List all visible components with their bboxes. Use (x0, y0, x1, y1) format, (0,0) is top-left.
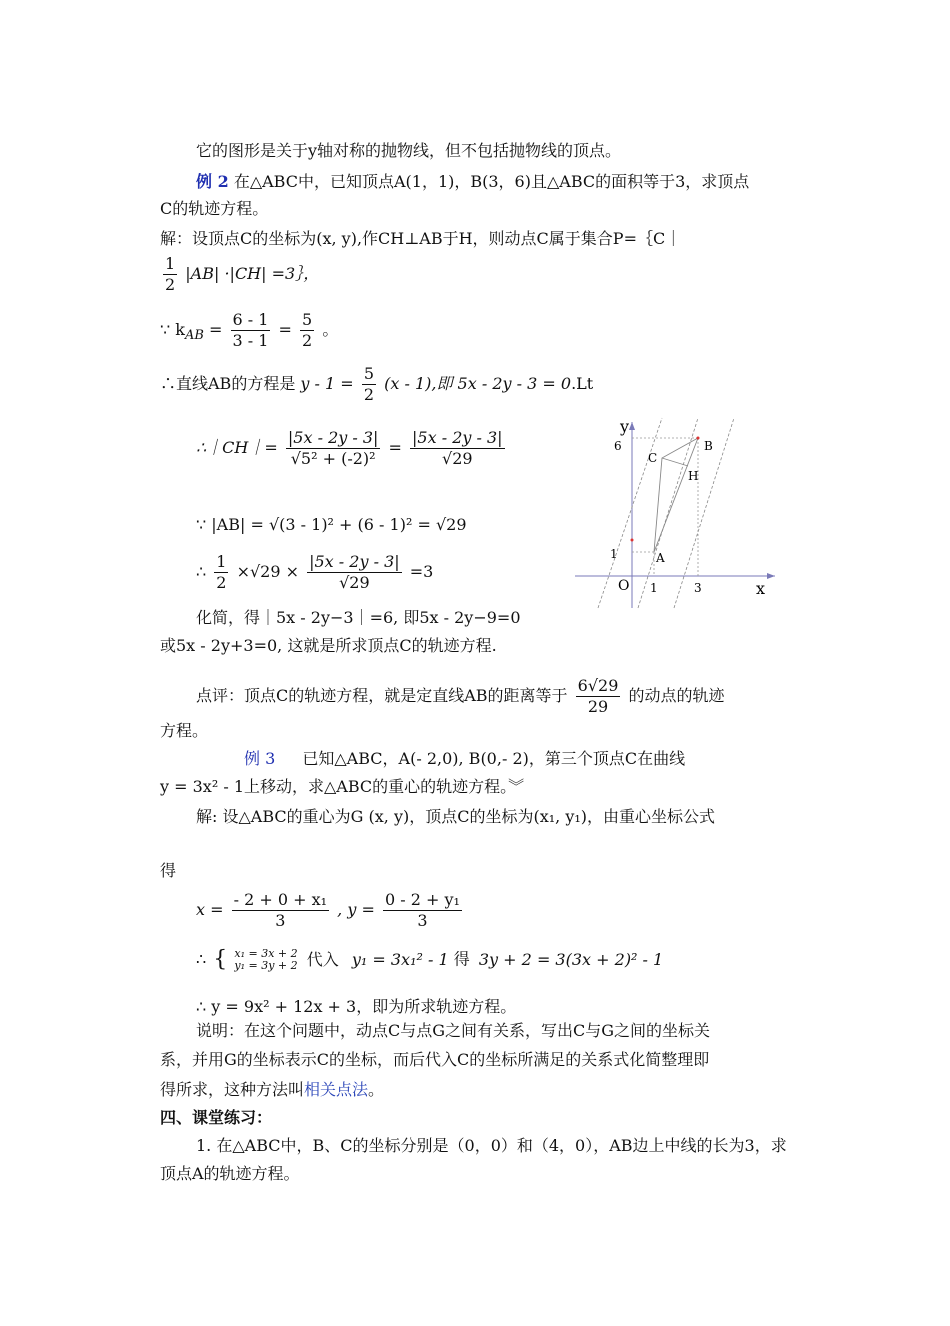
result-line: ∴ y = 9x² + 12x + 3，即为所求轨迹方程。 (196, 997, 517, 1016)
x-axis-label: x (756, 579, 766, 598)
point-h-label: H (688, 469, 699, 483)
example-3-label: 例 3 (244, 749, 276, 768)
ch-fraction-2: $\frac{|5x - 2y - 3|}{√29}$ (412, 428, 503, 468)
exercise-1-line-1: 1. 在△ABC中，B、C的坐标分别是（0，0）和（4，0），AB边上中线的长为3，求 (196, 1136, 787, 1155)
example-3-text: 已知△ABC，A(- 2,0), B(0,- 2)，第三个顶点C在曲线 (302, 749, 686, 768)
line-ab-equation: ∴直线AB的方程是 y - 1 = $\frac{5}{2}$ (x - 1),即 5x - 2y - 3 = 0.Lt (160, 364, 594, 404)
area-expression: |AB| ·|CH| =3｝， (185, 264, 320, 283)
system-rows: x₁ = 3x + 2 y₁ = 3y + 2 (234, 947, 298, 972)
point-b-label: B (704, 439, 713, 453)
prod-half-fraction: $\frac{1}{2}$ (216, 552, 227, 592)
solution-3-de: 得 (160, 861, 177, 880)
area-condition (160, 254, 319, 295)
example-2-text: 在△ABC中，已知顶点A(1，1)，B(3，6)且△ABC的面积等于3，求顶点 (233, 172, 750, 191)
x-fraction: $\frac{\text{- 2 + 0 + x₁}}{3}$ (233, 890, 328, 930)
point-c-label: C (648, 451, 658, 465)
exercise-1-line-2: 顶点A的轨迹方程。 (160, 1164, 300, 1183)
line-ab (638, 418, 698, 608)
ch-fraction-1: $\frac{|5x - 2y - 3|}{\text{√5² + (-2)²}}$ (287, 428, 379, 468)
solution-3-line: 解: 设△ABC的重心为G (x, y)，顶点C的坐标为(x₁, y₁)，由重心坐标公式 (196, 807, 716, 826)
or-line: 或5x - 2y+3=0, 这就是所求顶点C的轨迹方程. (160, 636, 497, 655)
centroid-formula: x = $\frac{\text{- 2 + 0 + x₁}}{3}$ , y = $\frac{\text{0 - 2 + y₁}}{3}$ (196, 890, 460, 930)
example-2-label: 例 2 (196, 172, 229, 191)
point-a-label: A (656, 551, 665, 565)
example-2-statement-cont: C的轨迹方程。 (160, 199, 269, 218)
example-2-statement (196, 171, 749, 193)
substitution-line: ∴ { x₁ = 3x + 2 y₁ = 3y + 2 代入 y₁ = 3x₁² - 1 得 3y + 2 = 3(3x + 2)² - 1 (196, 947, 664, 972)
segment-ch (662, 458, 688, 466)
line-fraction: $\frac{5}{2}$ (363, 364, 374, 404)
triangle-abc (654, 438, 698, 552)
y-axis-arrow (629, 422, 635, 430)
intro-line: 它的图形是关于y轴对称的抛物线，但不包括抛物线的顶点。 (196, 141, 622, 160)
note-line-2: 系，并用G的坐标表示C的坐标，而后代入C的坐标所满足的关系式化简整理即 (160, 1050, 710, 1069)
comment-fraction: $\frac{6√29}{29}$ (577, 676, 619, 716)
y-fraction: $\frac{\text{0 - 2 + y₁}}{3}$ (384, 890, 460, 930)
solution-2-line-1: 解：设顶点C的坐标为(x, y),作CH⊥AB于H，则动点C属于集合P=｛C｜ (160, 229, 682, 248)
note-line-1: 说明：在这个问题中，动点C与点G之间有关系，写出C与G之间的坐标关 (196, 1021, 711, 1040)
slope-fraction: $\frac{6 - 1}{3 - 1}$ (232, 310, 269, 350)
simplify-line: 化简，得｜5x - 2y−3｜=6, 即5x - 2y−9=0 (196, 608, 521, 627)
half-fraction: $\frac{1}{2}$ (165, 254, 176, 294)
prod-fraction: $\frac{|5x - 2y - 3|}{√29}$ (309, 552, 400, 592)
triangle-figure (570, 410, 780, 610)
y-axis-label: y (620, 417, 630, 436)
red-dot (631, 539, 634, 542)
ab-length: ∵ |AB| = √(3 - 1)² + (6 - 1)² = √29 (196, 515, 467, 534)
slope-line: ∵ $k_{AB}$ = $\frac{6 - 1}{3 - 1}$ = $\frac{5}{2}$ 。 (160, 310, 339, 350)
x-axis-arrow (767, 573, 775, 579)
tick-x3: 3 (694, 581, 702, 595)
example-3-statement (244, 748, 685, 770)
slope-result-fraction: $\frac{5}{2}$ (302, 310, 313, 350)
section-4-heading: 四、课堂练习： (160, 1108, 273, 1127)
area-product: ∴ $\frac{1}{2}$ ×√29 × $\frac{|5x - 2y - 3|}{√29}$ =3 (196, 552, 434, 592)
method-link[interactable]: 相关点法 (304, 1080, 369, 1099)
example-3-curve: y = 3x² - 1上移动，求△ABC的重心的轨迹方程。︾ (160, 777, 525, 796)
comment-line-end: 方程。 (160, 721, 209, 740)
note-line-3: 得所求，这种方法叫相关点法。 (160, 1080, 385, 1099)
point-b-dot (697, 437, 700, 440)
brace: { (213, 947, 228, 972)
tick-x1: 1 (650, 581, 658, 595)
parallel-line-left (598, 418, 662, 608)
tick-y6: 6 (614, 439, 622, 453)
tick-y1: 1 (610, 547, 618, 561)
origin-label: O (618, 578, 630, 594)
ch-distance: ∴｜CH｜= $\frac{|5x - 2y - 3|}{\text{√5² + (-2)²}}$ = $\frac{|5x - 2y - 3|}{√29}$ (196, 428, 503, 468)
comment-line: 点评：顶点C的轨迹方程，就是定直线AB的距离等于 $\frac{6√29}{29}$ 的动点的轨迹 (196, 676, 725, 716)
